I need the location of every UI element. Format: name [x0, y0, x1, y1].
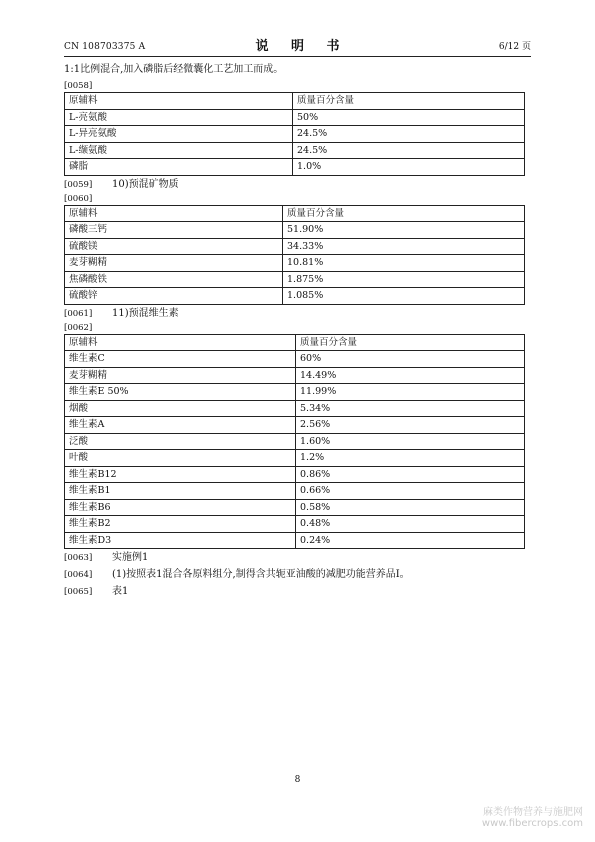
- table-row: [65, 288, 525, 305]
- table-row: [65, 109, 525, 126]
- page-header: [64, 34, 531, 57]
- percentage-cell: 1.085%: [283, 288, 525, 305]
- ingredient-cell: 维生素B1: [65, 483, 296, 500]
- paragraph-0059: [64, 176, 531, 193]
- paragraph-text: 实施例1: [112, 552, 149, 563]
- percentage-cell: 1.2%: [296, 450, 525, 467]
- ingredient-cell: 烟酸: [65, 400, 296, 417]
- paragraph-text: 11)预混维生素: [112, 307, 179, 319]
- table-row: [65, 433, 525, 450]
- table-row: [65, 222, 525, 239]
- percentage-cell: 1.875%: [283, 271, 525, 288]
- ingredient-cell: 泛酸: [65, 433, 296, 450]
- paragraph-number: [0063]: [64, 553, 93, 563]
- table-row: [65, 159, 525, 176]
- table-row: [65, 516, 525, 533]
- percentage-cell: 24.5%: [293, 142, 525, 159]
- paragraph-number: [0061]: [64, 308, 93, 319]
- percentage-cell: 质量百分含量: [283, 205, 525, 222]
- table-row: [65, 255, 525, 272]
- table-row: [65, 483, 525, 500]
- ingredient-cell: 维生素B6: [65, 499, 296, 516]
- ingredient-cell: 维生素E 50%: [65, 384, 296, 401]
- table-row: [65, 142, 525, 159]
- table-row: [65, 126, 525, 143]
- table-row: [65, 351, 525, 368]
- percentage-cell: 50%: [293, 109, 525, 126]
- table-row: [65, 417, 525, 434]
- paragraph-number: [0059]: [64, 179, 93, 190]
- paragraph-text: 表1: [112, 586, 129, 597]
- ingredient-cell: 磷脂: [65, 159, 293, 176]
- percentage-cell: 0.48%: [296, 516, 525, 533]
- paragraph-number: [0065]: [64, 587, 93, 597]
- table-header-row: [65, 334, 525, 351]
- ingredient-cell: L-亮氨酸: [65, 109, 293, 126]
- paragraph-0065: [64, 583, 531, 600]
- table-row: [65, 450, 525, 467]
- percentage-cell: 51.90%: [283, 222, 525, 239]
- ingredient-cell: 维生素D3: [65, 532, 296, 549]
- paragraph-0061: [64, 305, 531, 322]
- paragraph-0064: [64, 566, 531, 583]
- ingredient-cell: 焦磷酸铁: [65, 271, 283, 288]
- doc-title: 说 明 书: [255, 39, 349, 54]
- paragraph-number-0062: [0062]: [64, 322, 93, 333]
- ingredient-cell: 维生素B2: [65, 516, 296, 533]
- table-row: [65, 271, 525, 288]
- page-indicator: 6/12 页: [498, 42, 531, 52]
- amino-acid-table: [64, 92, 525, 176]
- paragraph-number-0060: [0060]: [64, 193, 93, 204]
- paragraph-text: (1)按照表1混合各原料组分,制得含共轭亚油酸的减肥功能营养品I。: [112, 569, 410, 580]
- ingredient-cell: 硫酸镁: [65, 238, 283, 255]
- percentage-cell: 1.60%: [296, 433, 525, 450]
- percentage-cell: 0.24%: [296, 532, 525, 549]
- ingredient-cell: 麦芽糊精: [65, 367, 296, 384]
- table-row: [65, 400, 525, 417]
- document-body: [64, 62, 531, 600]
- percentage-cell: 34.33%: [283, 238, 525, 255]
- percentage-cell: 60%: [296, 351, 525, 368]
- table-row: [65, 384, 525, 401]
- percentage-cell: 24.5%: [293, 126, 525, 143]
- ingredient-cell: L-异亮氨酸: [65, 126, 293, 143]
- watermark-cn: 麻类作物营养与施肥网: [483, 807, 583, 818]
- premix-vitamin-table: [64, 334, 525, 550]
- ingredient-cell: 原辅料: [65, 205, 283, 222]
- ingredient-cell: 原辅料: [65, 93, 293, 110]
- paragraph-number: [0064]: [64, 570, 93, 580]
- table-header-row: [65, 205, 525, 222]
- percentage-cell: 质量百分含量: [296, 334, 525, 351]
- table-row: [65, 532, 525, 549]
- watermark-en: www.fibercrops.com: [481, 818, 583, 829]
- doc-number: CN 108703375 A: [64, 42, 146, 52]
- percentage-cell: 0.66%: [296, 483, 525, 500]
- paragraph-0063: [64, 549, 531, 566]
- ingredient-cell: 维生素A: [65, 417, 296, 434]
- ingredient-cell: L-缬氨酸: [65, 142, 293, 159]
- percentage-cell: 10.81%: [283, 255, 525, 272]
- ingredient-cell: 维生素B12: [65, 466, 296, 483]
- percentage-cell: 14.49%: [296, 367, 525, 384]
- table-row: [65, 466, 525, 483]
- percentage-cell: 11.99%: [296, 384, 525, 401]
- percentage-cell: 0.86%: [296, 466, 525, 483]
- premix-mineral-table: [64, 205, 525, 305]
- percentage-cell: 1.0%: [293, 159, 525, 176]
- table-row: [65, 367, 525, 384]
- ingredient-cell: 原辅料: [65, 334, 296, 351]
- table-header-row: [65, 93, 525, 110]
- ingredient-cell: 叶酸: [65, 450, 296, 467]
- paragraph-text: 10)预混矿物质: [112, 178, 179, 190]
- ingredient-cell: 硫酸锌: [65, 288, 283, 305]
- ingredient-cell: 磷酸三钙: [65, 222, 283, 239]
- page-number: 8: [294, 775, 301, 785]
- percentage-cell: 2.56%: [296, 417, 525, 434]
- ingredient-cell: 维生素C: [65, 351, 296, 368]
- intro-text: 1:1比例混合,加入磷脂后经微囊化工艺加工而成。: [64, 64, 284, 75]
- percentage-cell: 5.34%: [296, 400, 525, 417]
- table-row: [65, 499, 525, 516]
- paragraph-number-0058: [0058]: [64, 81, 93, 91]
- ingredient-cell: 麦芽糊精: [65, 255, 283, 272]
- table-row: [65, 238, 525, 255]
- percentage-cell: 质量百分含量: [293, 93, 525, 110]
- percentage-cell: 0.58%: [296, 499, 525, 516]
